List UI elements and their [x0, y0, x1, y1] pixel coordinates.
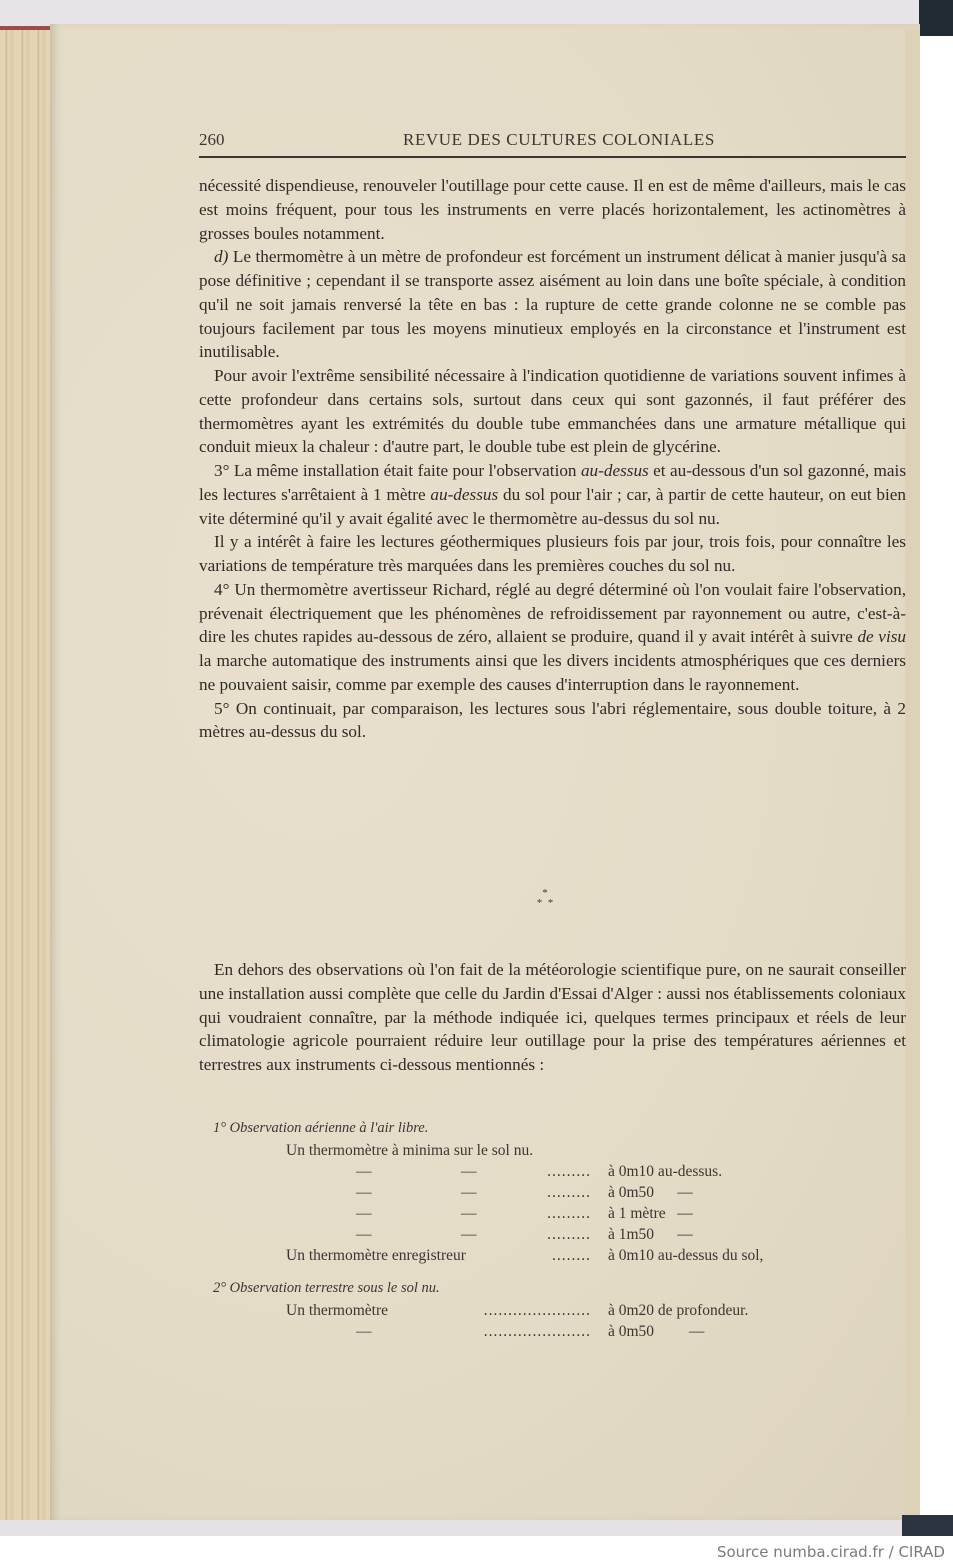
ditto-dash: — [461, 1226, 477, 1243]
row-value: à 0m10 au-dessus du sol, [608, 1247, 764, 1264]
text-run: Pour avoir l'extrême sensibilité nécessaire à l'indication quotidienne de variations souvent infimes à cette profondeur dans certains sols, surtout dans ceux qui sont gazonnés, il faut préférer des thermomètres ayant les extrémités du double tube emmanchées dans une armature métallique qui conduit mieux la chaleur : d'autre part, le double tube est plein de glycérine. [199, 366, 906, 457]
ditto-dash: — [461, 1163, 477, 1180]
leader-dots: ......... [547, 1205, 591, 1222]
text-run: 4° Un thermomètre avertisseur Richard, réglé au degré déterminé où l'on voulait faire l'observation, prévenait électriquement que les phénomènes de refroidissement par rayonnement ou autre, c'est-à-dire les chutes rapides au-dessous de zéro, allaient se produire, quand il y avait intérêt à suivre [199, 579, 906, 647]
text-run: et au-dessous d'un sol gazonné, mais les lectures s'arrêtaient à 1 mètre [199, 461, 907, 504]
ditto-dash: — [461, 1205, 477, 1222]
running-header [199, 128, 906, 158]
list-section-title: 2° Observation terrestre sous le sol nu. [213, 1280, 440, 1296]
text-run: nécessité dispendieuse, renouveler l'outillage pour cette cause. Il en est de même d'ailleurs, mais le cas est moins fréquent, pour tous les instruments en verre placés horizontalement, les actinomètres à grosses boules notamment. [199, 176, 906, 243]
row-value: à 1 mètre — [608, 1205, 693, 1222]
page-number: 260 [199, 130, 225, 149]
leader-dots: ...................... [483, 1323, 591, 1340]
text-run: Il y a intérêt à faire les lectures géothermiques plusieurs fois par jour, trois fois, pour connaître les variations de température très marquées dans les premières couches du sol nu. [199, 532, 906, 575]
paragraph [199, 364, 906, 459]
text-run: la marche automatique des instruments ainsi que les divers incidents atmosphériques que ces derniers ne pouvaient saisir, comme par exemple des causes d'interruption dans le rayonnement. [199, 651, 906, 694]
paragraph [199, 578, 906, 697]
list-row [199, 1323, 906, 1345]
paragraph [199, 245, 906, 364]
list-row [199, 1163, 906, 1185]
leader-dots: ........ [552, 1247, 591, 1264]
body-text [199, 174, 906, 744]
asterism-star: * [542, 887, 548, 899]
paragraph [199, 174, 906, 245]
italic-text: de visu [857, 627, 906, 647]
list-row [199, 1142, 906, 1164]
asterism-star: * * [536, 897, 554, 909]
ditto-dash: — [356, 1205, 372, 1222]
page-edge-right [905, 30, 920, 1520]
leader-dots: ......... [547, 1184, 591, 1201]
text-run: du sol pour l'air ; car, à partir de cette hauteur, on eut bien vite déterminé qu'il y avait égalité avec le thermomètre au-dessus du sol nu. [199, 484, 906, 528]
text-run: 5° On continuait, par comparaison, les lectures sous l'abri réglementaire, sous double toiture, à 2 mètres au-dessus du sol. [199, 698, 906, 742]
row-value: à 0m50 — [608, 1184, 693, 1201]
ditto-dash: — [461, 1184, 477, 1201]
second-section [199, 958, 906, 1077]
leader-dots: ...................... [483, 1302, 591, 1319]
row-value: à 1m50 — [608, 1226, 693, 1243]
italic-text: au-dessus [430, 484, 499, 504]
italic-text: au-dessus [580, 461, 649, 480]
list-row [199, 1226, 906, 1248]
scan-cover-corner [919, 0, 953, 36]
source-credit: Source numba.cirad.fr / CIRAD [716, 1543, 945, 1561]
paragraph [199, 530, 906, 578]
paragraph [199, 459, 906, 530]
scan-cover-corner-bottom [902, 1515, 953, 1536]
leader-dots: ......... [547, 1226, 591, 1243]
row-value: à 0m50 — [608, 1323, 705, 1340]
scan-backdrop-bottom [0, 1520, 953, 1536]
row-value: à 0m20 de profondeur. [608, 1302, 749, 1319]
ditto-dash: — [356, 1323, 372, 1340]
italic-text: d) [214, 247, 229, 267]
leader-dots: ......... [547, 1163, 591, 1180]
list-row [199, 1247, 906, 1269]
paragraph: En dehors des observations où l'on fait de la météorologie scientifique pure, on ne saurait conseiller une installation aussi complète que celle du Jardin d'Essai d'Alger : aussi nos établissements coloniaux qui voudraient connaître, par la méthode indiquée ici, quelques termes principaux et réels de leur climatologie agricole pourraient réduire leur outillage pour la prise des températures aériennes et terrestres aux instruments ci-dessous mentionnés : [199, 960, 906, 1074]
row-label: Un thermomètre [286, 1302, 389, 1319]
asterism-separator [530, 888, 560, 924]
text-run: 3° La même installation était faite pour l'observation [214, 461, 581, 480]
list-section-title: 1° Observation aérienne à l'air libre. [213, 1120, 429, 1136]
ditto-dash: — [356, 1184, 372, 1201]
list-row [199, 1184, 906, 1206]
row-label: Un thermomètre à minima sur le sol nu. [286, 1142, 534, 1159]
ditto-dash: — [356, 1163, 372, 1180]
list-row [199, 1205, 906, 1227]
book-page-edges [0, 26, 52, 1525]
row-value: à 0m10 au-dessus. [608, 1163, 723, 1180]
paragraph [199, 697, 906, 745]
list-row [199, 1302, 906, 1324]
ditto-dash: — [356, 1226, 372, 1243]
running-title: REVUE DES CULTURES COLONIALES [403, 130, 715, 149]
text-run: Le thermomètre à un mètre de profondeur est forcément un instrument délicat à manier jusqu'à sa pose définitive ; cependant il se transporte assez aisément au loin dans une boîte spéciale, à condition qu'il ne soit jamais renversé la tête en bas : la rupture de cette grande colonne ne se comble pas toujours facilement par tous les moyens minutieux employés en la circonstance et l'instrument est inutilisable. [199, 247, 906, 362]
row-label: Un thermomètre enregistreur [286, 1247, 466, 1264]
